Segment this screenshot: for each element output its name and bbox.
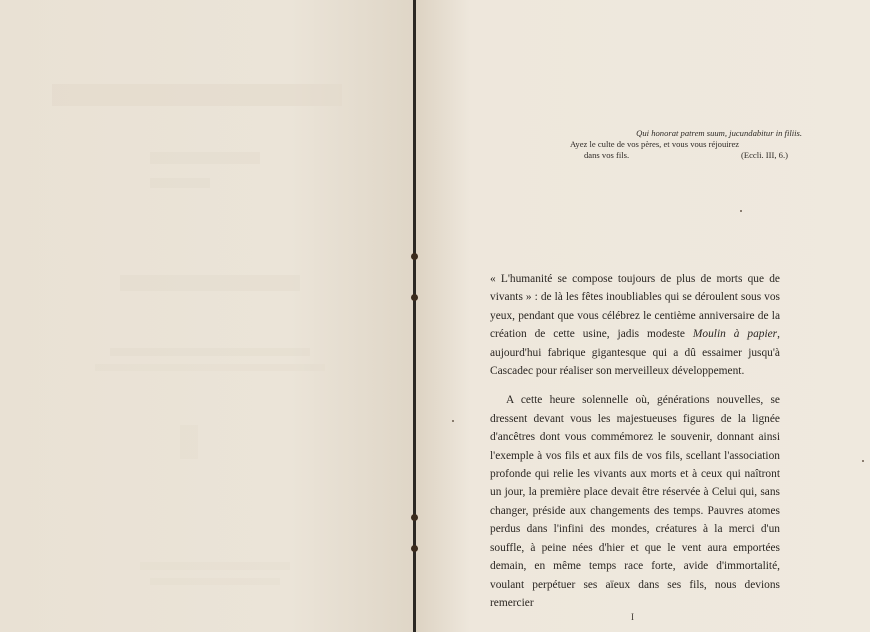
binding-stitch [411,514,418,521]
paragraph-1-italic: Moulin à papier [692,328,778,341]
show-through-heading [120,275,300,291]
show-through-subtitle [150,152,260,164]
paragraph-1-start: « L'humanité se compose toujours de plus de morts que de vivants » : de là les fêtes inoubliables qui se déroulent sous vos yeux, pendant que vous célébrez le centième anniversaire de la création de cette usine, jadis modeste [490,273,780,341]
epigraph [570,128,802,161]
paper-speck [862,460,864,462]
book-gutter [413,0,416,632]
paragraph-1-end: , aujourd'hui fabrique gigantesque qui a dû essaimer jusqu'à Cascadec pour réaliser son merveilleux développement. [490,328,780,378]
show-through-imprint [140,562,290,570]
left-page [0,0,414,632]
body-text [490,270,780,623]
page-number: I [631,612,634,622]
paper-speck [452,420,454,422]
epigraph-reference: (Eccli. III, 6.) [740,150,788,160]
epigraph-french-line2-row [570,150,802,161]
show-through-date [150,178,210,188]
binding-stitch [411,294,418,301]
show-through-imprint-2 [150,578,280,585]
paragraph-2: A cette heure solennelle où, générations nouvelles, se dressent devant vous les majestueuses figures de la lignée d'ancêtres dont vous commémorez le souvenir, donnant ainsi l'exemple à vos fils et aux fils de vos fils, scellant l'association profonde qui relie les vivants aux morts et à ceux qui naîtront un jour, la première place devait être réservée à Celui qui, sans changer, préside aux changements des temps. Pauvres atomes perdus dans l'infini des mondes, créatures à la merci d'un souffle, à peine nées d'hier et que le vent aura emportées demain, en même temps race forte, avide d'immortalité, voulant perpétuer ses aïeux dans ses fils, nous devions remercier [490,394,780,609]
paragraph-1 [490,270,780,380]
epigraph-latin: Qui honorat patrem suum, jucundabitur in filiis. [636,128,802,138]
epigraph-french-line1: Ayez le culte de vos pères, et vous vous réjouirez [570,139,740,149]
show-through-mark [180,425,198,459]
epigraph-french-line2: dans vos fils. [584,150,630,160]
paper-speck [740,210,742,212]
binding-stitch [411,253,418,260]
show-through-author [110,348,310,356]
binding-stitch [411,545,418,552]
show-through-title [52,84,342,106]
show-through-role [95,364,325,371]
